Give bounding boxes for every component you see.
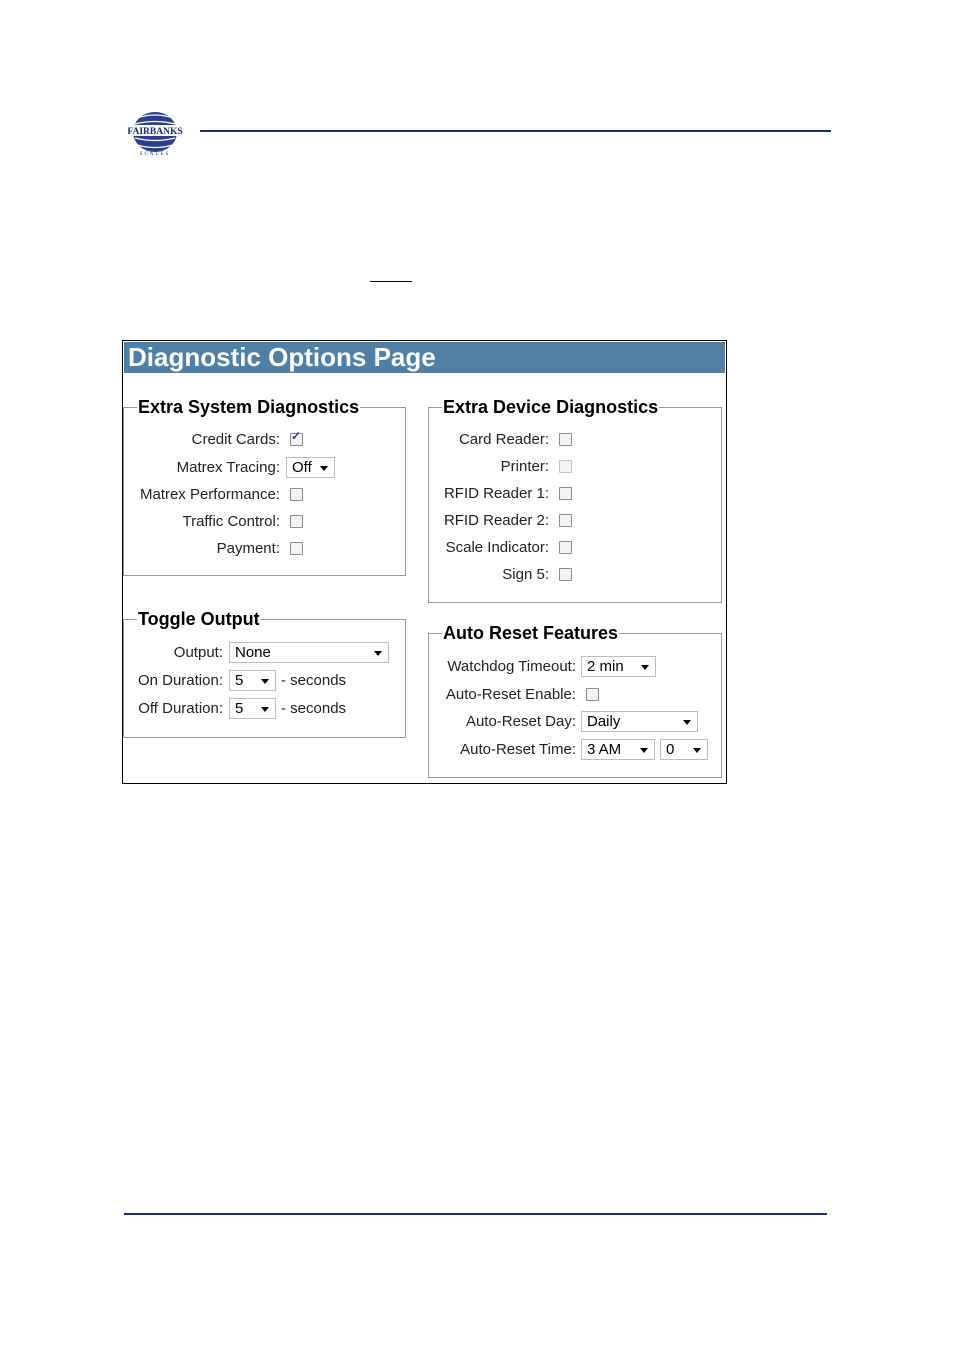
credit-cards-label: Credit Cards: [191,431,280,448]
auto-reset-day-label: Auto-Reset Day: [465,713,576,730]
credit-cards-checkbox[interactable] [290,433,303,446]
matrex-tracing-select[interactable] [286,457,335,478]
auto-reset-minute-select[interactable] [660,739,708,760]
extra-system-legend: Extra System Diagnostics [138,397,360,417]
auto-reset-hour-value: 3 AM [587,741,622,758]
fairbanks-logo [124,110,186,156]
underline-mark [370,281,412,282]
chevron-down-icon [640,748,648,753]
off-duration-select[interactable] [229,698,276,719]
rfid-reader-2-checkbox[interactable] [559,514,572,527]
on-duration-value: 5 [235,672,244,689]
matrex-tracing-value: Off [292,459,312,476]
scale-indicator-label: Scale Indicator: [445,539,549,556]
chevron-down-icon [641,665,649,670]
on-duration-units: - seconds [281,672,347,689]
diagnostic-options-panel [122,340,727,784]
extra-device-legend: Extra Device Diagnostics [443,397,659,417]
auto-reset-enable-checkbox[interactable] [586,688,599,701]
chevron-down-icon [693,748,701,753]
watchdog-timeout-value: 2 min [587,658,624,675]
output-select[interactable] [229,642,389,663]
toggle-output-legend: Toggle Output [138,609,260,629]
watchdog-timeout-select[interactable] [581,656,656,677]
svg-text:FAIRBANKS: FAIRBANKS [127,127,183,137]
chevron-down-icon [374,651,382,656]
scale-indicator-checkbox[interactable] [559,541,572,554]
off-duration-value: 5 [235,700,244,717]
auto-reset-legend: Auto Reset Features [443,623,619,643]
card-reader-label: Card Reader: [458,431,549,448]
auto-reset-minute-value: 0 [666,741,675,758]
matrex-performance-checkbox[interactable] [290,488,303,501]
traffic-control-checkbox[interactable] [290,515,303,528]
off-duration-label: Off Duration: [138,700,223,717]
printer-label: Printer: [500,458,549,475]
page-title: Diagnostic Options Page [124,342,725,373]
on-duration-select[interactable] [229,670,276,691]
chevron-down-icon [261,707,269,712]
auto-reset-time-label: Auto-Reset Time: [460,741,576,758]
payment-label: Payment: [216,540,280,557]
chevron-down-icon [320,466,328,471]
rfid-reader-1-label: RFID Reader 1: [443,485,549,502]
on-duration-label: On Duration: [137,672,223,689]
output-value: None [235,644,271,661]
traffic-control-label: Traffic Control: [182,513,280,530]
sign-5-label: Sign 5: [502,566,549,583]
auto-reset-enable-label: Auto-Reset Enable: [445,686,576,703]
rfid-reader-1-checkbox[interactable] [559,487,572,500]
sign-5-checkbox[interactable] [559,568,572,581]
auto-reset-day-value: Daily [587,713,621,730]
auto-reset-day-select[interactable] [581,711,698,732]
payment-checkbox[interactable] [290,542,303,555]
watchdog-timeout-label: Watchdog Timeout: [447,658,576,675]
chevron-down-icon [261,679,269,684]
matrex-performance-label: Matrex Performance: [139,486,280,503]
off-duration-units: - seconds [281,700,347,717]
matrex-tracing-label: Matrex Tracing: [176,459,280,476]
auto-reset-hour-select[interactable] [581,739,655,760]
footer-rule [124,1213,827,1215]
rfid-reader-2-label: RFID Reader 2: [443,512,549,529]
output-label: Output: [173,644,223,661]
card-reader-checkbox[interactable] [559,433,572,446]
header-rule [200,130,831,132]
printer-checkbox[interactable] [559,460,572,473]
chevron-down-icon [683,720,691,725]
svg-text:SCALES: SCALES [139,152,171,156]
